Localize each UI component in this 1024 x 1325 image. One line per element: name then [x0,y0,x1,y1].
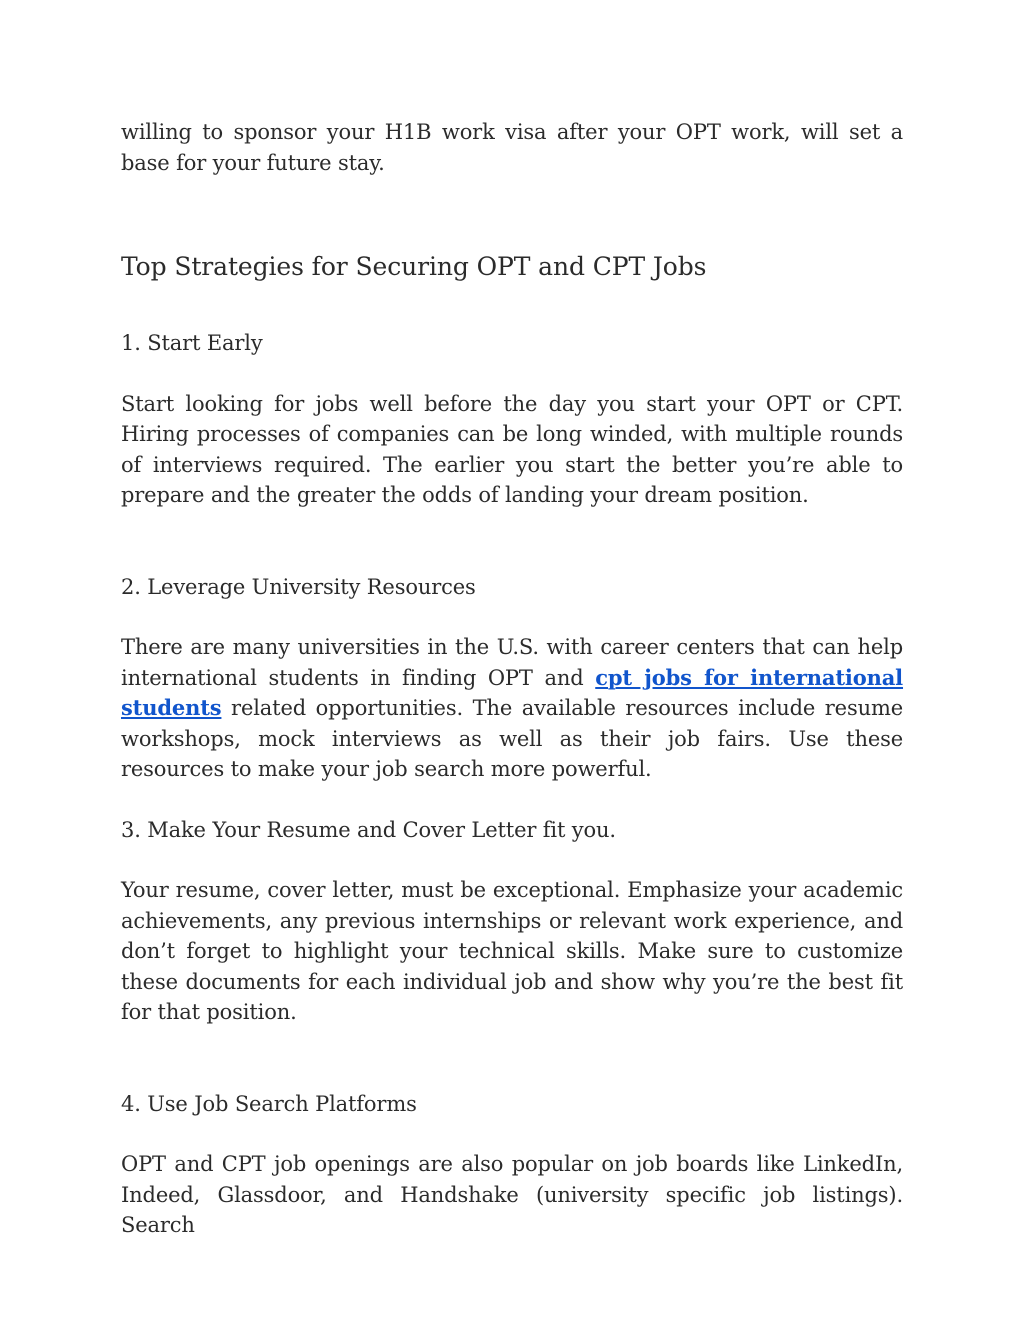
section-heading-job-platforms: 4. Use Job Search Platforms [121,1091,417,1116]
section-body-university-resources [121,632,903,785]
body-text-after-link: related opportunities. The available resources include resume workshops, mock interviews as well as their job fairs. Use these resources to make your job search more powerful. [121,696,903,781]
section-body-resume-cover-letter: Your resume, cover letter, must be exceptional. Emphasize your academic achievements, any previous internships or relevant work experience, and don’t forget to highlight your technical skills. Make sure to customize these documents for each individual job and show why you’re the best fit for that position. [121,878,903,1024]
section-body-job-platforms: OPT and CPT job openings are also popular on job boards like LinkedIn, Indeed, Glassdoor, and Handshake (university specific job listings). Search [121,1152,903,1237]
section-heading-start-early: 1. Start Early [121,331,263,355]
section-body-start-early: Start looking for jobs well before the day you start your OPT or CPT. Hiring processes of companies can be long winded, with multiple rounds of interviews required. The earlier you start the better you’re able to prepare and the greater the odds of landing your dream position. [121,391,903,507]
intro-paragraph: willing to sponsor your H1B work visa after your OPT work, will set a base for your future stay. [121,120,903,175]
page-title: Top Strategies for Securing OPT and CPT Jobs [121,252,707,281]
body-text-before-link: There are many universities in the U.S. with career centers that can help international students in finding OPT and [121,635,903,690]
section-heading-resume-cover-letter: 3. Make Your Resume and Cover Letter fit you. [121,817,616,842]
section-heading-university-resources: 2. Leverage University Resources [121,574,476,599]
cpt-jobs-link[interactable]: cpt jobs for international students [121,664,904,720]
document-page [121,117,903,1241]
